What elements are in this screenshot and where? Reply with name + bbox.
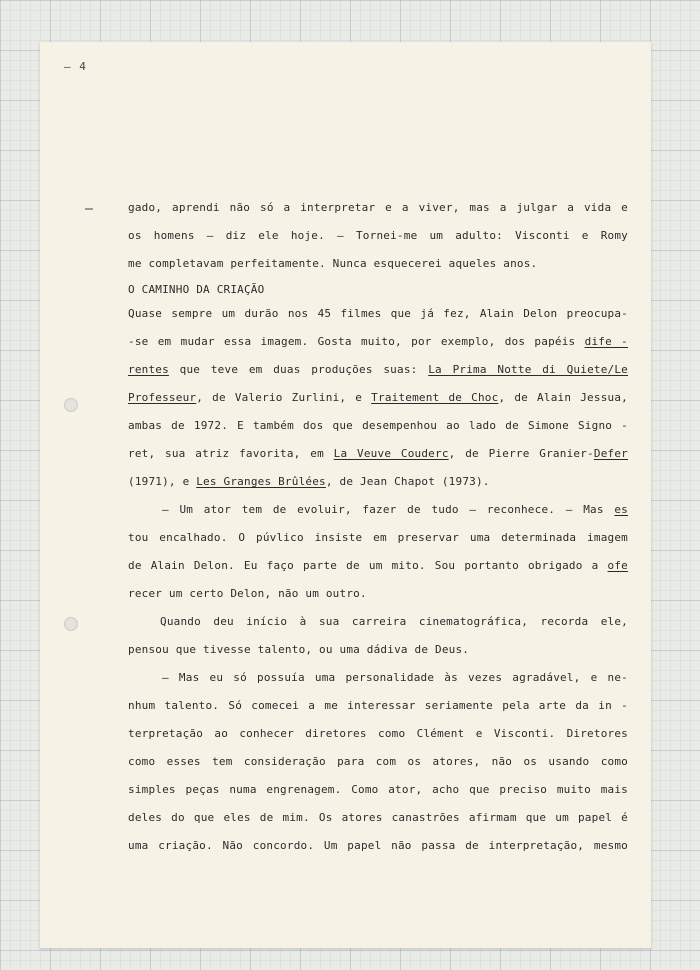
punch-hole-icon xyxy=(64,398,78,412)
text-line: — Mas eu só possuía uma personalidade às vezes agradável, e ne- xyxy=(162,671,628,684)
text-line: terpretação ao conhecer diretores como Clément e Visconti. Diretores xyxy=(128,727,628,740)
film-title: Professeur xyxy=(128,391,197,404)
underlined-word: dife - xyxy=(584,335,628,348)
text-line: recer um certo Delon, não um outro. xyxy=(128,587,367,600)
text-line: de Alain Delon. Eu faço parte de um mito. Sou portanto obrigado a ofe xyxy=(128,559,628,572)
text-line: os homens — diz ele hoje. — Tornei-me um adulto: Visconti e Romy xyxy=(128,229,628,242)
section-heading: O CAMINHO DA CRIAÇÃO xyxy=(128,283,265,296)
text-line: pensou que tivesse talento, ou uma dádiva de Deus. xyxy=(128,643,470,656)
text-line: gado, aprendi não só a interpretar e a viver, mas a julgar a vida e xyxy=(128,201,628,214)
text-line: me completavam perfeitamente. Nunca esquecerei aqueles anos. xyxy=(128,257,538,270)
text-line: -se em mudar essa imagem. Gosta muito, por exemplo, dos papéis dife - xyxy=(128,335,628,348)
text-line: nhum talento. Só comecei a me interessar seriamente pela arte da in - xyxy=(128,699,628,712)
punch-hole-icon xyxy=(64,617,78,631)
text-line: (1971), e Les Granges Brûlées, de Jean Chapot (1973). xyxy=(128,475,490,488)
film-title: La Prima Notte di Quiete/Le xyxy=(428,363,629,376)
text-line: como esses tem consideração para com os atores, não os usando como xyxy=(128,755,628,768)
text-line: Quando deu início à sua carreira cinematográfica, recorda ele, xyxy=(160,615,628,628)
typed-page xyxy=(40,42,651,948)
typed-text-body xyxy=(128,199,628,865)
text-line: deles do que eles de mim. Os atores canastrões afirmam que um papel é xyxy=(128,811,628,824)
text-line: — Um ator tem de evoluir, fazer de tudo — reconhece. — Mas es xyxy=(162,503,628,516)
margin-mark xyxy=(85,208,93,210)
text-line: ret, sua atriz favorita, em La Veuve Couderc, de Pierre Granier-Defer xyxy=(128,447,628,460)
film-title: Traitement de Choc xyxy=(371,391,499,404)
film-title: La Veuve Couderc xyxy=(333,447,449,460)
film-title: Les Granges Brûlées xyxy=(196,475,326,488)
text-line: ambas de 1972. E também dos que desempenhou ao lado de Simone Signo - xyxy=(128,419,628,432)
text-line: rentes que teve em duas produções suas: La Prima Notte di Quiete/Le xyxy=(128,363,629,376)
underlined-word: es xyxy=(614,503,628,516)
text-line: Professeur, de Valerio Zurlini, e Traitement de Choc, de Alain Jessua, xyxy=(128,391,628,404)
page-number: — 4 xyxy=(64,60,87,73)
text-line: uma criação. Não concordo. Um papel não passa de interpretação, mesmo xyxy=(128,839,628,852)
underlined-word: Defer xyxy=(593,447,628,460)
text-line: Quase sempre um durão nos 45 filmes que já fez, Alain Delon preocupa- xyxy=(128,307,628,320)
underlined-word: ofe xyxy=(607,559,628,572)
text-line: simples peças numa engrenagem. Como ator, acho que preciso muito mais xyxy=(128,783,628,796)
underlined-word: rentes xyxy=(128,363,169,376)
text-line: tou encalhado. O púvlico insiste em preservar uma determinada imagem xyxy=(128,531,628,544)
